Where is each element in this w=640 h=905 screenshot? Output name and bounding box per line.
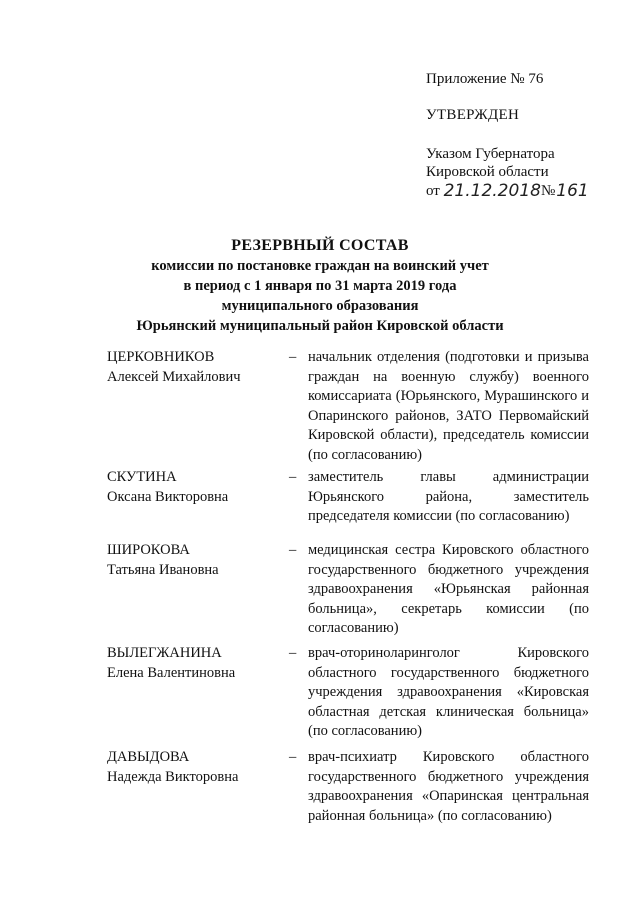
decree-line-1: Указом Губернатора (426, 146, 555, 162)
dash-separator: – (289, 645, 297, 661)
title-line-1: РЕЗЕРВНЫЙ СОСТАВ (231, 237, 409, 254)
title-line-3: в период с 1 января по 31 марта 2019 года (183, 278, 457, 294)
decree-block (426, 145, 589, 200)
member-name (107, 748, 282, 787)
member-given-names: Елена Валентиновна (107, 664, 236, 681)
member-name (107, 468, 282, 507)
decree-number-sign: № (540, 183, 556, 199)
member-role: начальник отделения (подготовки и призыва граждан на военную службу) военного комиссариата (Юрьянского, Мурашинского и Опаринского районов, ЗАТО Первомайский Кировской области), председатель комиссии (по согласованию) (308, 349, 589, 463)
member-given-names: Татьяна Ивановна (107, 561, 219, 578)
dash-separator: – (289, 469, 297, 485)
member-surname: ШИРОКОВА (107, 542, 190, 558)
member-role: медицинская сестра Кировского областного государственного бюджетного учреждения здравоохранения «Юрьянская районная больница», секретарь комиссии (по согласованию) (308, 542, 589, 636)
decree-line-2: Кировской области (426, 164, 549, 180)
member-surname: СКУТИНА (107, 469, 177, 485)
member-role: заместитель главы администрации Юрьянского района, заместитель председателя комиссии (по согласованию) (308, 469, 589, 524)
decree-date-line (426, 181, 589, 200)
member-given-names: Надежда Викторовна (107, 768, 239, 785)
decree-number-handwritten: 161 (556, 181, 589, 201)
title-line-5: Юрьянский муниципальный район Кировской области (136, 318, 504, 334)
decree-from: от (426, 183, 440, 199)
member-role: врач-психиатр Кировского областного государственного бюджетного учреждения здравоохранения «Опаринская центральная районная больница» (по согласованию) (308, 749, 589, 824)
appendix-label: Приложение № 76 (426, 71, 544, 87)
member-given-names: Оксана Викторовна (107, 488, 229, 505)
member-role: врач-оториноларинголог Кировского областного государственного бюджетного учреждения здравоохранения «Кировская областная детская клиническая больница» (по согласованию) (308, 645, 589, 739)
dash-separator: – (289, 542, 297, 558)
member-surname: ЦЕРКОВНИКОВ (107, 349, 215, 365)
title-line-2: комиссии по постановке граждан на воинский учет (151, 258, 489, 274)
member-surname: ДАВЫДОВА (107, 749, 190, 765)
decree-date-handwritten: 21.12.2018 (443, 181, 541, 201)
member-name (107, 348, 282, 387)
document-title (0, 236, 640, 336)
member-surname: ВЫЛЕГЖАНИНА (107, 645, 222, 661)
dash-separator: – (289, 349, 297, 365)
member-name (107, 644, 282, 683)
approved-label: УТВЕРЖДЕН (426, 107, 520, 123)
title-line-4: муниципального образования (221, 298, 419, 314)
member-name (107, 541, 282, 580)
dash-separator: – (289, 749, 297, 765)
member-given-names: Алексей Михайлович (107, 368, 241, 385)
